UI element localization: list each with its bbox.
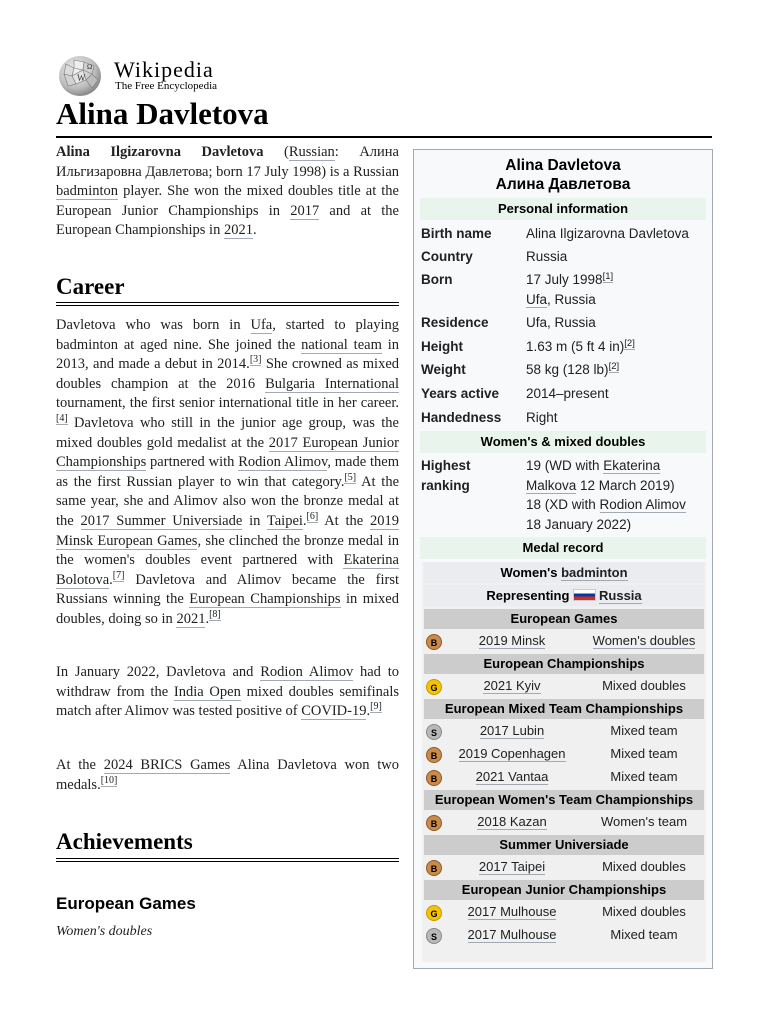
- medal-row: [424, 744, 704, 766]
- taipei-link[interactable]: Taipei: [266, 512, 303, 529]
- russia-flag-icon: [573, 589, 596, 601]
- medal-discipline[interactable]: Women's doubles: [592, 633, 696, 648]
- career-text: Davletova who still in the junior age group, was the mixed doubles gold medalist at the: [56, 414, 399, 451]
- badminton-link[interactable]: badminton: [561, 565, 628, 580]
- medal-category-header: European Championships: [424, 654, 704, 674]
- svg-text:Ω: Ω: [87, 63, 93, 71]
- bronze-medal-icon: B: [426, 770, 442, 786]
- personal-information-header: Personal information: [420, 198, 706, 220]
- page-title: Alina Davletova: [56, 96, 269, 131]
- career-text: .: [109, 571, 113, 588]
- career-text: , made them as the first Russian player to win that category.: [56, 454, 399, 490]
- career-paragraph-2: [56, 663, 399, 722]
- career-text: Davletova and Alimov became the first Russians winning the: [56, 571, 399, 608]
- title-divider: [56, 136, 712, 138]
- handedness-label: Handedness: [421, 410, 502, 425]
- rodion-alimov-link[interactable]: Rodion Alimov: [599, 497, 686, 512]
- residence-label: Residence: [421, 315, 489, 330]
- career-heading-divider: [56, 302, 399, 306]
- medal-event: [452, 927, 572, 942]
- career-text: She crowned as mixed doubles champion at the 2016: [56, 356, 400, 392]
- medal-discipline: Mixed doubles: [602, 678, 686, 693]
- medal-event-link[interactable]: 2017 Mulhouse: [467, 904, 557, 919]
- ranking-text: 18 January 2022): [526, 516, 632, 532]
- medal-row: [424, 676, 704, 698]
- reference-2[interactable]: [2]: [608, 360, 620, 372]
- reference-10[interactable]: [10]: [100, 774, 118, 786]
- career-text: In January 2022, Davletova and: [56, 664, 261, 680]
- badminton-link[interactable]: badminton: [56, 183, 119, 200]
- rodion-alimov-link[interactable]: Rodion Alimov: [238, 454, 328, 471]
- reference-2[interactable]: [2]: [624, 337, 635, 349]
- weight-value: [526, 360, 706, 380]
- ranking-text: 18 (XD with: [526, 497, 600, 512]
- ufa-link[interactable]: Ufa: [250, 317, 273, 333]
- doubles-header: Women's & mixed doubles: [420, 431, 706, 453]
- medal-event-link[interactable]: 2021 Vantaa: [475, 769, 549, 784]
- reference-4[interactable]: [4]: [56, 413, 68, 425]
- sport-header: [424, 562, 704, 583]
- intro-text: (: [263, 144, 289, 160]
- silver-medal-icon: S: [426, 724, 442, 740]
- career-text: .: [205, 610, 210, 627]
- medal-row: [424, 631, 704, 653]
- birth-name-value: Alina Ilgizarovna Davletova: [526, 226, 689, 241]
- ranking-text: 12 March 2019): [576, 477, 675, 493]
- medal-discipline: Mixed team: [610, 746, 678, 761]
- years-active-value: 2014–present: [526, 386, 609, 401]
- born-date: 17 July 1998: [526, 272, 603, 287]
- medal-record-header: Medal record: [420, 537, 706, 559]
- intro-text: and at the European Championships in: [56, 202, 399, 239]
- svg-text:W: W: [77, 73, 86, 83]
- bulgaria-international-link[interactable]: Bulgaria International: [265, 375, 399, 392]
- medal-row: [424, 767, 704, 789]
- european-junior-championships-link[interactable]: 2017 European Junior Championships: [56, 434, 399, 471]
- european-games-subheading: European Games: [56, 894, 196, 913]
- wikipedia-tagline: The Free Encyclopedia: [115, 80, 218, 92]
- career-text: tournament, the first senior international title in her career.: [56, 395, 399, 412]
- career-text: , she clinched the bronze medal in the women's doubles event partnered with: [56, 532, 399, 569]
- reference-9[interactable]: [9]: [370, 701, 382, 713]
- medal-event-link[interactable]: 2019 Copenhagen: [458, 746, 566, 761]
- intro-text: player. She won the mixed doubles title at the European Junior Championships in: [56, 183, 399, 219]
- career-text: in 2013, and made a debut in 2014.: [56, 336, 400, 373]
- medal-discipline: Women's team: [600, 814, 688, 829]
- subject-name: Alina Ilgizarovna Davletova: [56, 144, 264, 160]
- intro-text: : Алина Ильгизаровна Давлетова; born 17 July 1998) is a Russian: [56, 144, 400, 180]
- sport-text: Women's: [500, 565, 562, 580]
- infobox-title: Alina Davletova: [505, 157, 621, 174]
- infobox-native-title: Алина Давлетова: [495, 176, 631, 193]
- career-paragraph-1: [56, 316, 399, 630]
- medal-row: [424, 721, 704, 743]
- ranking-label-line: Highest: [421, 458, 471, 473]
- medal-event: [452, 746, 572, 761]
- medal-event-link[interactable]: 2017 Taipei: [478, 859, 546, 874]
- reference-1[interactable]: [1]: [602, 270, 614, 282]
- bronze-medal-icon: B: [426, 747, 442, 763]
- ekaterina-bolotova-link[interactable]: Ekaterina Bolotova: [56, 552, 399, 588]
- medal-category-header: European Games: [424, 609, 704, 629]
- medal-event-link[interactable]: 2021 Kyiv: [483, 678, 541, 693]
- country-label: Country: [421, 249, 473, 264]
- birth-name-label: Birth name: [421, 226, 492, 241]
- highest-ranking-label: [421, 456, 471, 495]
- ranking-label-line: ranking: [421, 477, 470, 493]
- reference-3[interactable]: [3]: [249, 354, 262, 366]
- ufa-link[interactable]: Ufa: [526, 291, 548, 307]
- born-place: , Russia: [547, 291, 596, 307]
- career-text: Davletova who was born in: [56, 317, 251, 333]
- medal-event-link[interactable]: 2018 Kazan: [477, 814, 547, 829]
- bronze-medal-icon: B: [426, 634, 442, 650]
- medal-category-header: European Mixed Team Championships: [424, 699, 704, 719]
- country-value: Russia: [526, 249, 568, 264]
- career-text: Alina Davletova won two medals.: [56, 757, 399, 793]
- handedness-value: Right: [526, 410, 558, 425]
- womens-doubles-label: Women's doubles: [56, 924, 153, 939]
- medal-discipline: Mixed team: [610, 927, 678, 942]
- medal-row: [424, 857, 704, 879]
- russia-link[interactable]: Russia: [599, 588, 642, 603]
- born-value: [526, 270, 706, 309]
- summer-universiade-link[interactable]: 2017 Summer Universiade: [80, 512, 243, 529]
- medal-event: [452, 678, 572, 693]
- height-text: 1.63 m (5 ft 4 in): [526, 339, 625, 354]
- career-text: .: [366, 703, 371, 720]
- medal-event: [452, 904, 572, 919]
- reference-6[interactable]: [6]: [306, 511, 319, 523]
- medal-discipline: Mixed team: [610, 723, 678, 738]
- career-text: At the: [318, 512, 370, 529]
- career-text: At the: [56, 757, 104, 773]
- gold-medal-icon: G: [426, 679, 442, 695]
- highest-ranking-value: [526, 456, 706, 534]
- medal-row: [424, 925, 704, 947]
- medal-event-link[interactable]: 2017 Mulhouse: [467, 927, 557, 942]
- year-2021-link[interactable]: 2021: [223, 222, 253, 239]
- year-2021-link[interactable]: 2021: [176, 610, 206, 627]
- career-text: had to withdraw from the: [56, 664, 399, 700]
- intro-paragraph: [56, 143, 399, 241]
- national-team-link[interactable]: national team: [301, 336, 382, 353]
- height-value: [526, 337, 706, 357]
- silver-medal-icon: S: [426, 928, 442, 944]
- medal-discipline: Mixed doubles: [602, 859, 686, 874]
- european-championships-link[interactable]: European Championships: [189, 591, 341, 608]
- ranking-text: 19 (WD with: [526, 458, 604, 473]
- representing-header: [424, 585, 704, 606]
- career-text: .: [302, 512, 307, 529]
- gold-medal-icon: G: [426, 905, 442, 921]
- residence-value: Ufa, Russia: [526, 315, 596, 330]
- career-paragraph-3: [56, 756, 399, 795]
- wikipedia-wordmark: Wikipedia: [114, 57, 214, 82]
- reference-8[interactable]: [8]: [209, 609, 221, 621]
- representing-text: Representing: [486, 588, 574, 603]
- rodion-alimov-link[interactable]: Rodion Alimov: [260, 664, 354, 680]
- russian-language-link[interactable]: Russian: [288, 144, 335, 160]
- ekaterina-malkova-link[interactable]: Ekaterina Malkova: [526, 458, 661, 493]
- career-text: mixed doubles semifinals match after Alimov was tested positive of: [56, 683, 400, 720]
- medal-event: [452, 769, 572, 784]
- bronze-medal-icon: B: [426, 815, 442, 831]
- career-text: in: [242, 512, 267, 529]
- bronze-medal-icon: B: [426, 860, 442, 876]
- minsk-european-games-link[interactable]: 2019 Minsk European Games: [56, 512, 399, 549]
- medal-event: [452, 859, 572, 874]
- career-text: in mixed doubles, doing so in: [56, 591, 399, 627]
- medal-row: [424, 902, 704, 924]
- career-text: At the same year, she and Alimov also won the bronze medal at the: [56, 473, 400, 529]
- india-open-link[interactable]: India Open: [173, 683, 241, 700]
- medal-discipline: Mixed doubles: [602, 904, 686, 919]
- reference-5[interactable]: [5]: [344, 471, 357, 483]
- achievements-heading: Achievements: [56, 829, 193, 854]
- height-label: Height: [421, 339, 463, 354]
- medal-event: [452, 633, 572, 648]
- medal-category-header: Summer Universiade: [424, 835, 704, 855]
- born-label: Born: [421, 272, 453, 287]
- intro-text: .: [252, 222, 257, 239]
- medal-category-header: European Women's Team Championships: [424, 790, 704, 810]
- brics-games-link[interactable]: 2024 BRICS Games: [103, 757, 231, 773]
- weight-text: 58 kg (128 lb): [526, 362, 609, 377]
- medal-discipline: Mixed team: [610, 769, 678, 784]
- wikipedia-logo[interactable]: [56, 54, 246, 96]
- achievements-heading-divider: [56, 858, 399, 862]
- years-active-label: Years active: [421, 386, 500, 401]
- medal-event-link[interactable]: 2017 Lubin: [479, 723, 545, 738]
- medal-event: [452, 814, 572, 829]
- weight-label: Weight: [421, 362, 466, 377]
- career-text: , started to playing badminton at aged nine. She joined the: [56, 317, 400, 353]
- year-2017-link[interactable]: 2017: [290, 202, 320, 219]
- medal-category-header: European Junior Championships: [424, 880, 704, 900]
- career-heading: Career: [56, 274, 125, 299]
- covid-19-link[interactable]: COVID-19: [301, 703, 367, 720]
- infobox: [413, 149, 713, 969]
- medal-event-link[interactable]: 2019 Minsk: [478, 633, 546, 648]
- reference-7[interactable]: [7]: [112, 569, 125, 581]
- puzzle-globe-icon: [56, 54, 104, 96]
- medal-event: [452, 723, 572, 738]
- medal-row: [424, 812, 704, 834]
- career-text: partnered with: [146, 454, 239, 471]
